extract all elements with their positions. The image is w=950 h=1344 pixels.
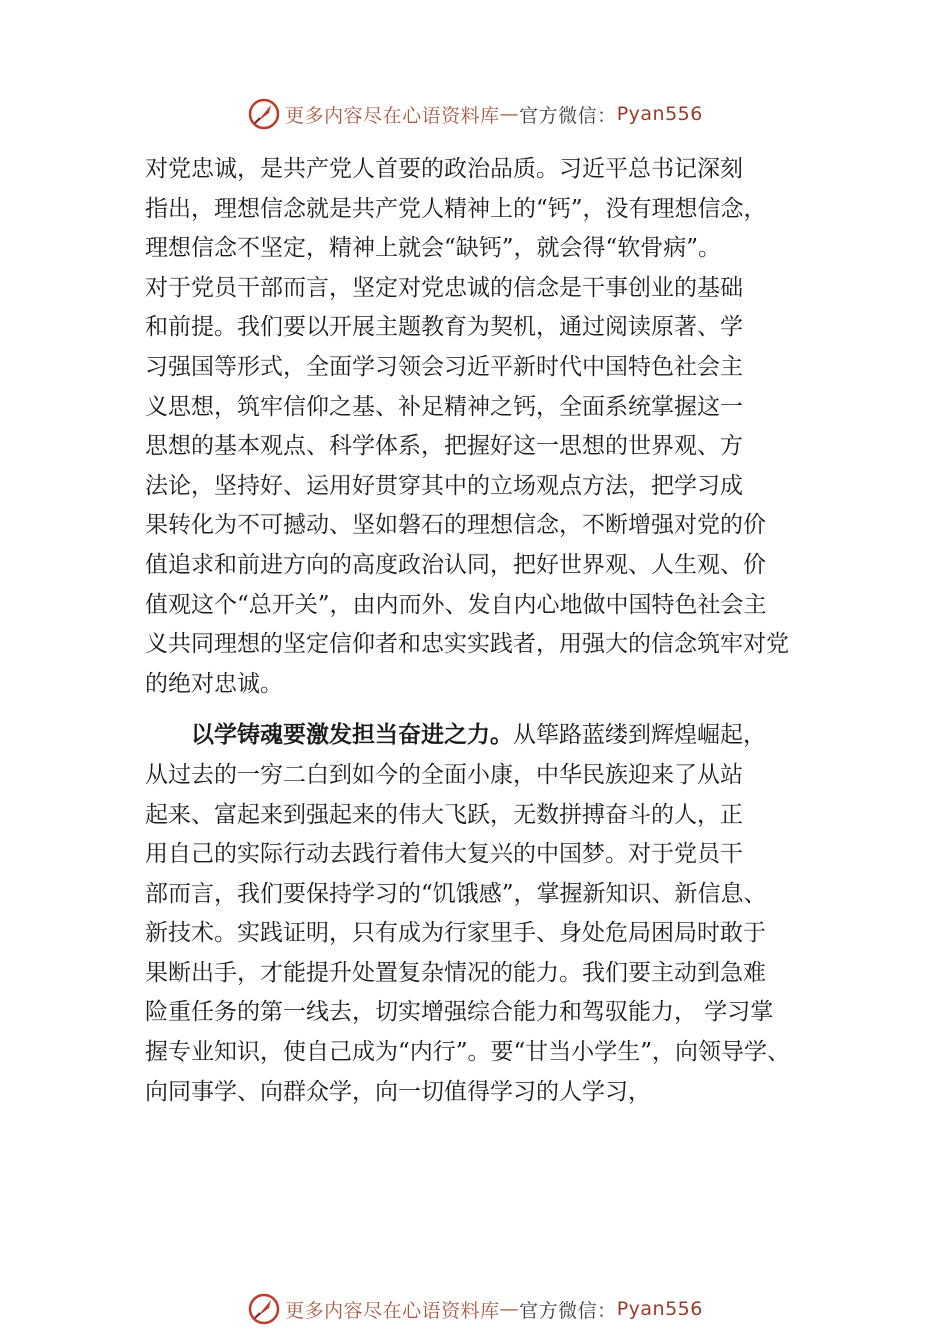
- paragraph-1-line: 值追求和前进方向的高度政治认同，把好世界观、人生观、价: [145, 551, 766, 578]
- footer-dash: —: [499, 1298, 520, 1320]
- paragraph-1-line: 指出，理想信念就是共产党人精神上的“钙”，没有理想信念，: [145, 195, 767, 222]
- paragraph-2-first-line-text: 从筚路蓝缕到辉煌崛起，: [513, 722, 766, 749]
- paragraph-1-line: 果转化为不可撼动、坚如磐石的理想信念，不断增强对党的价: [145, 512, 766, 539]
- paragraph-2-line: 部而言，我们要保持学习的“饥饿感”，掌握新知识、新信息、: [145, 880, 767, 907]
- paragraph-1-line: 法论，坚持好、运用好贯穿其中的立场观点方法，把学习成: [145, 472, 743, 499]
- paragraph-2-line: 新技术。实践证明，只有成为行家里手、身处危局困局时敢于: [145, 920, 766, 947]
- paragraph-1-line: 习强国等形式，全面学习领会习近平新时代中国特色社会主: [145, 353, 743, 380]
- footer-banner: [0, 1292, 950, 1326]
- header-wechat-label: 官方微信：: [519, 104, 617, 127]
- header-site-name: 更多内容尽在心语资料库: [285, 104, 500, 127]
- paragraph-2-line: 从过去的一穷二白到如今的全面小康，中华民族迎来了从站: [145, 761, 743, 788]
- paragraph-1-line: 对于党员干部而言，坚定对党忠诚的信念是干事创业的基础: [145, 274, 743, 301]
- paragraph-2-line: 果断出手，才能提升处置复杂情况的能力。我们要主动到急难: [145, 959, 766, 986]
- paragraph-2: [145, 716, 845, 1112]
- paragraph-1-line: 值观这个“总开关”，由内而外、发自内心地做中国特色社会主: [145, 591, 767, 618]
- paragraph-2-line: 用自己的实际行动去践行着伟大复兴的中国梦。对于党员干: [145, 841, 743, 868]
- header-wechat-id: Pyan556: [616, 103, 703, 125]
- paragraph-1-line: 义共同理想的坚定信仰者和忠实实践者，用强大的信念筑牢对党: [145, 631, 789, 658]
- paragraph-2-line: 起来、富起来到强起来的伟大飞跃，无数拼搏奋斗的人，正: [145, 801, 743, 828]
- paragraph-1-line: 义思想，筑牢信仰之基、补足精神之钙，全面系统掌握这一: [145, 393, 743, 420]
- paragraph-2-line: 握专业知识，使自己成为“内行”。要“甘当小学生”，向领导学、: [145, 1039, 791, 1066]
- quill-logo-icon: [247, 1292, 281, 1326]
- paragraph-1-line: 和前提。我们要以开展主题教育为契机，通过阅读原著、学: [145, 314, 743, 341]
- paragraph-1-line: 对党忠诚，是共产党人首要的政治品质。习近平总书记深刻: [145, 156, 743, 182]
- paragraph-2-line: 险重任务的第一线去，切实增强综合能力和驾驭能力， 学习掌: [145, 999, 774, 1026]
- footer-site-name: 更多内容尽在心语资料库: [285, 1299, 500, 1322]
- paragraph-1: [145, 150, 845, 704]
- paragraph-1-line: 理想信念不坚定，精神上就会“缺钙”，就会得“软骨病”。: [145, 235, 722, 262]
- paragraph-1-line: 思想的基本观点、科学体系，把握好这一思想的世界观、方: [145, 433, 743, 460]
- header-dash: —: [499, 103, 520, 125]
- header-banner: [0, 97, 950, 131]
- quill-logo-icon: [247, 97, 281, 131]
- paragraph-2-line: 向同事学、向群众学，向一切值得学习的人学习，: [145, 1078, 651, 1105]
- footer-wechat-id: Pyan556: [616, 1298, 703, 1320]
- paragraph-2-first-line: [145, 716, 845, 756]
- footer-wechat-label: 官方微信：: [519, 1299, 617, 1322]
- paragraph-2-heading: 以学铸魂要激发担当奋进之力。: [191, 722, 513, 749]
- document-body: [145, 150, 845, 1112]
- paragraph-1-line: 的绝对忠诚。: [145, 670, 283, 697]
